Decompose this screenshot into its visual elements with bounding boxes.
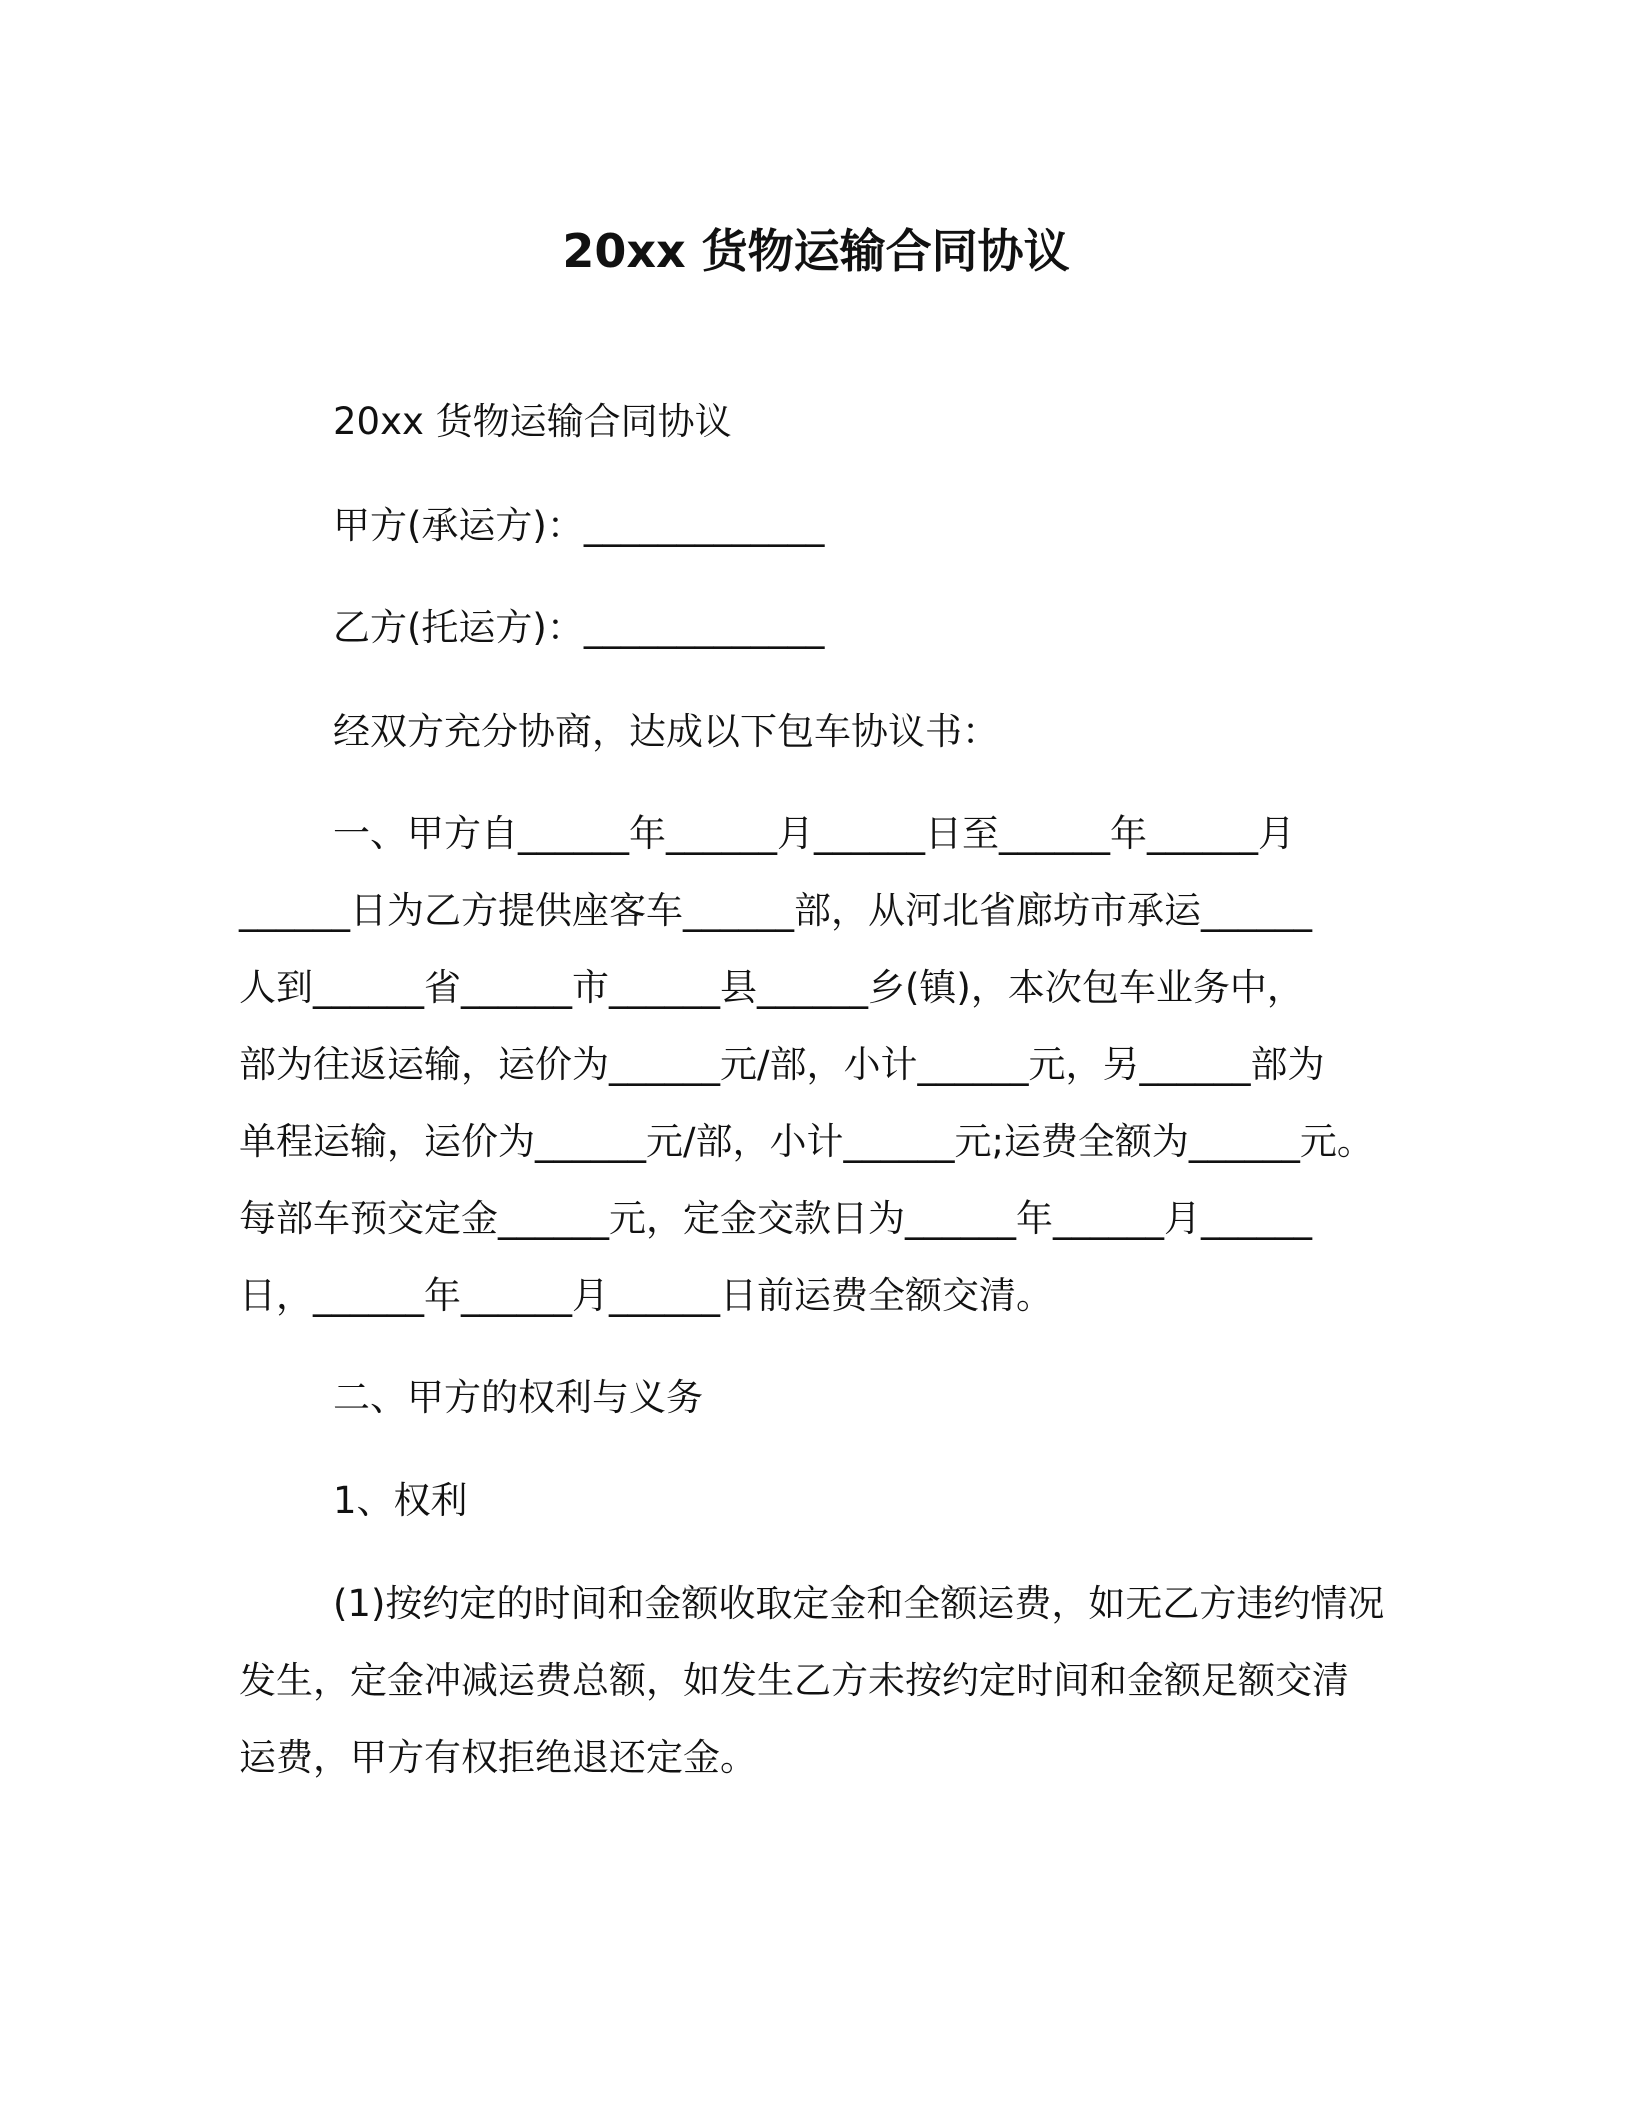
clause-1-line-4: 部为往返运输，运价为______元/部，小计______元，另______部为: [239, 1043, 1325, 1086]
rights-heading: 1、权利: [333, 1479, 468, 1522]
clause-1-line-6: 每部车预交定金______元，定金交款日为______年______月______: [239, 1197, 1312, 1240]
clause-1-line-5: 单程运输，运价为______元/部，小计______元;运费全额为______元。: [239, 1120, 1374, 1163]
subtitle-line: 20xx 货物运输合同协议: [333, 400, 732, 443]
clause-1-line-2: ______日为乙方提供座客车______部，从河北省廊坊市承运______: [239, 889, 1312, 932]
party-a-line: 甲方(承运方)：_____________: [333, 504, 825, 547]
document-title: 20xx 货物运输合同协议: [562, 224, 1070, 278]
section-2-heading: 二、甲方的权利与义务: [333, 1376, 703, 1419]
intro-line: 经双方充分协商，达成以下包车协议书：: [333, 710, 999, 753]
rights-item-1-line-1: (1)按约定的时间和金额收取定金和全额运费，如无乙方违约情况: [333, 1582, 1385, 1625]
clause-1-line-3: 人到______省______市______县______乡(镇)，本次包车业务中，: [239, 966, 1304, 1009]
rights-item-1-line-2: 发生，定金冲减运费总额，如发生乙方未按约定时间和金额足额交清: [239, 1659, 1349, 1702]
clause-1-line-1: 一、甲方自______年______月______日至______年______月: [333, 812, 1295, 855]
party-b-line: 乙方(托运方)：_____________: [333, 606, 825, 649]
clause-1-line-7: 日，______年______月______日前运费全额交清。: [239, 1274, 1053, 1317]
rights-item-1-line-3: 运费，甲方有权拒绝退还定金。: [239, 1736, 757, 1779]
